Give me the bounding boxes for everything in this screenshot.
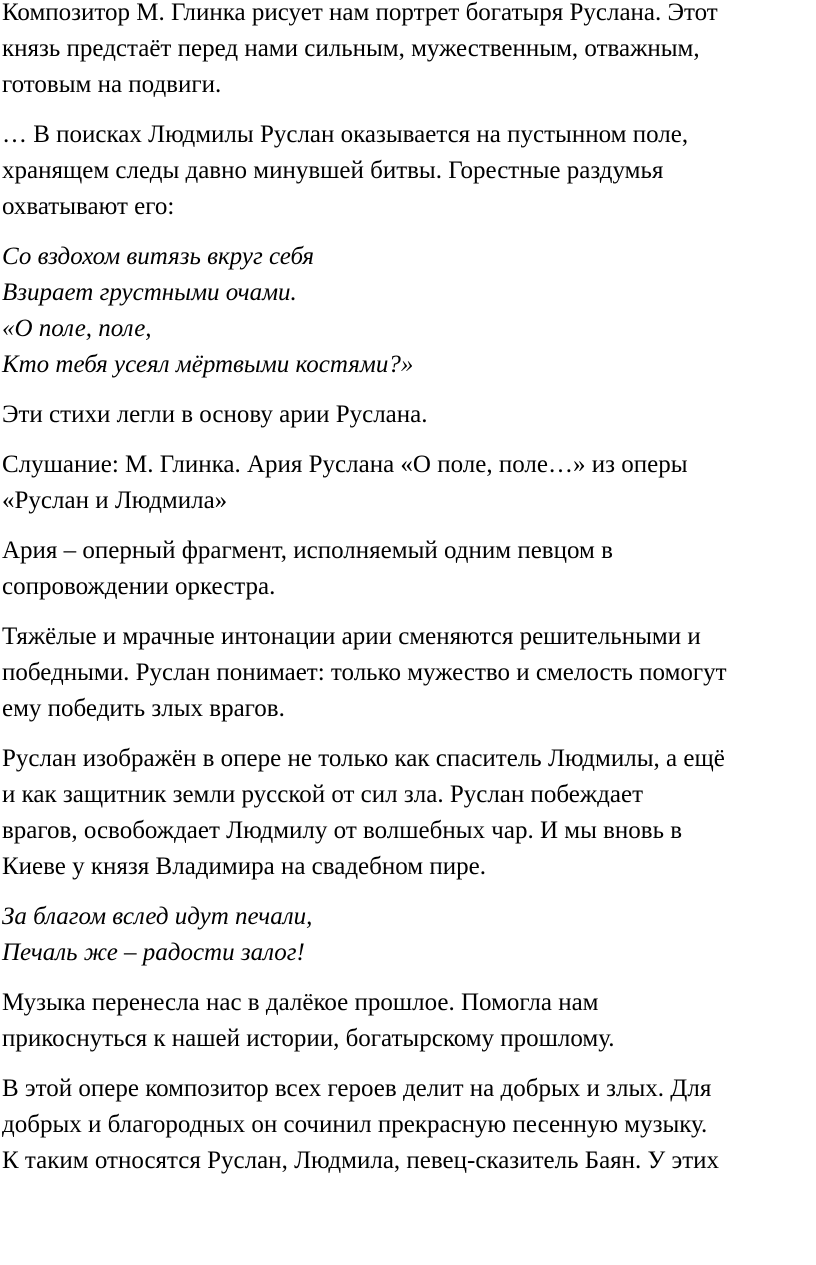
paragraph-heroes xyxy=(0,1071,816,1179)
verse-quote-1 xyxy=(0,239,816,383)
paragraph-intonations xyxy=(0,619,816,727)
paragraph-listening xyxy=(0,447,816,519)
text-line: прикоснуться к нашей истории, богатырскому прошлому. xyxy=(2,1025,615,1052)
text-line: Тяжёлые и мрачные интонации арии сменяются решительными и xyxy=(2,623,701,650)
text-line: Ария – оперный фрагмент, исполняемый одним певцом в xyxy=(2,537,613,564)
paragraph-ruslan-role xyxy=(0,741,816,885)
text-line: сопровождении оркестра. xyxy=(2,573,276,600)
text-line: хранящем следы давно минувшей битвы. Горестные раздумья xyxy=(2,157,664,184)
text-line: «Руслан и Людмила» xyxy=(2,487,228,514)
text-line: Композитор М. Глинка рисует нам портрет богатыря Руслана. Этот xyxy=(2,0,718,26)
text-line: победными. Руслан понимает: только мужество и смелость помогут xyxy=(2,659,727,686)
text-line: Киеве у князя Владимира на свадебном пире. xyxy=(2,853,486,880)
verse-line: Кто тебя усеял мёртвыми костями?» xyxy=(2,351,414,378)
text-line: врагов, освобождает Людмилу от волшебных чар. И мы вновь в xyxy=(2,817,683,844)
text-line: и как защитник земли русской от сил зла. Руслан побеждает xyxy=(2,781,644,808)
text-line: Слушание: М. Глинка. Ария Руслана «О поле, поле…» из оперы xyxy=(2,451,688,478)
verse-quote-2 xyxy=(0,899,816,971)
text-line: … В поисках Людмилы Руслан оказывается на пустынном поле, xyxy=(2,121,689,148)
text-line: Музыка перенесла нас в далёкое прошлое. Помогла нам xyxy=(2,989,599,1016)
paragraph-aria-definition xyxy=(0,533,816,605)
paragraph-music-past xyxy=(0,985,816,1057)
paragraph-intro xyxy=(0,0,816,103)
text-line: ему победить злых врагов. xyxy=(2,695,285,722)
text-line: охватывают его: xyxy=(2,193,175,220)
text-line: Эти стихи легли в основу арии Руслана. xyxy=(2,401,428,428)
text-line: К таким относятся Руслан, Людмила, певец-сказитель Баян. У этих xyxy=(2,1147,720,1174)
verse-line: Со вздохом витязь вкруг себя xyxy=(2,243,315,270)
paragraph-aria-basis xyxy=(0,397,816,433)
text-line: В этой опере композитор всех героев делит на добрых и злых. Для xyxy=(2,1075,712,1102)
paragraph-search xyxy=(0,117,816,225)
verse-line: За благом вслед идут печали, xyxy=(2,903,313,930)
text-line: Руслан изображён в опере не только как спаситель Людмилы, а ещё xyxy=(2,745,725,772)
text-line: князь предстаёт перед нами сильным, мужественным, отважным, xyxy=(2,35,700,62)
verse-line: Печаль же – радости залог! xyxy=(2,939,305,966)
verse-line: «О поле, поле, xyxy=(2,315,152,342)
verse-line: Взирает грустными очами. xyxy=(2,279,297,306)
text-line: готовым на подвиги. xyxy=(2,71,222,98)
text-line: добрых и благородных он сочинил прекрасную песенную музыку. xyxy=(2,1111,708,1138)
